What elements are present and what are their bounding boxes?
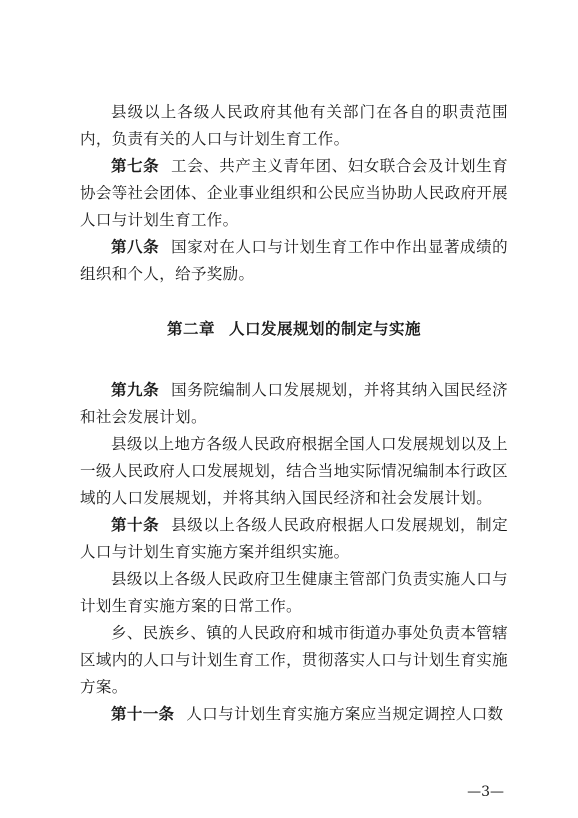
paragraph-text: 县级以上各级人民政府其他有关部门在各自的职责范围内，负责有关的人口与计划生育工作。 [80, 103, 508, 148]
paragraph-text: 县级以上各级人民政府根据人口发展规划，制定人口与计划生育实施方案并组织实施。 [80, 516, 508, 561]
article-number: 第七条 [111, 157, 160, 175]
chapter-heading [80, 316, 508, 343]
article-11 [80, 701, 508, 728]
paragraph-text: 国家对在人口与计划生育工作中作出显著成绩的组织和个人，给予奖励。 [80, 238, 508, 283]
article-number: 第十条 [111, 516, 160, 534]
paragraph [80, 566, 508, 620]
chapter-number: 第二章 [166, 320, 215, 338]
article-number: 第十一条 [111, 705, 175, 723]
article-7 [80, 153, 508, 234]
paragraph-text: 乡、民族乡、镇的人民政府和城市街道办事处负责本管辖区域内的人口与计划生育工作，贯彻落实人口与计划生育实施方案。 [80, 624, 508, 696]
page-number: —3— [467, 784, 504, 800]
paragraph [80, 431, 508, 512]
paragraph-text: 县级以上地方各级人民政府根据全国人口发展规划以及上一级人民政府人口发展规划，结合当地实际情况编制本行政区域的人口发展规划，并将其纳入国民经济和社会发展计划。 [80, 435, 508, 507]
paragraph-text: 人口与计划生育实施方案应当规定调控人口数 [186, 705, 504, 723]
article-number: 第九条 [111, 381, 160, 399]
article-8 [80, 234, 508, 288]
paragraph-text: 工会、共产主义青年团、妇女联合会及计划生育协会等社会团体、企业事业组织和公民应当协助人民政府开展人口与计划生育工作。 [80, 157, 508, 229]
paragraph-text: 县级以上各级人民政府卫生健康主管部门负责实施人口与计划生育实施方案的日常工作。 [80, 570, 508, 615]
paragraph [80, 99, 508, 153]
chapter-title: 人口发展规划的制定与实施 [229, 320, 422, 338]
article-number: 第八条 [111, 238, 160, 256]
paragraph [80, 620, 508, 701]
article-10 [80, 512, 508, 566]
document-page [80, 99, 508, 728]
paragraph-text: 国务院编制人口发展规划，并将其纳入国民经济和社会发展计划。 [80, 381, 508, 426]
article-9 [80, 377, 508, 431]
